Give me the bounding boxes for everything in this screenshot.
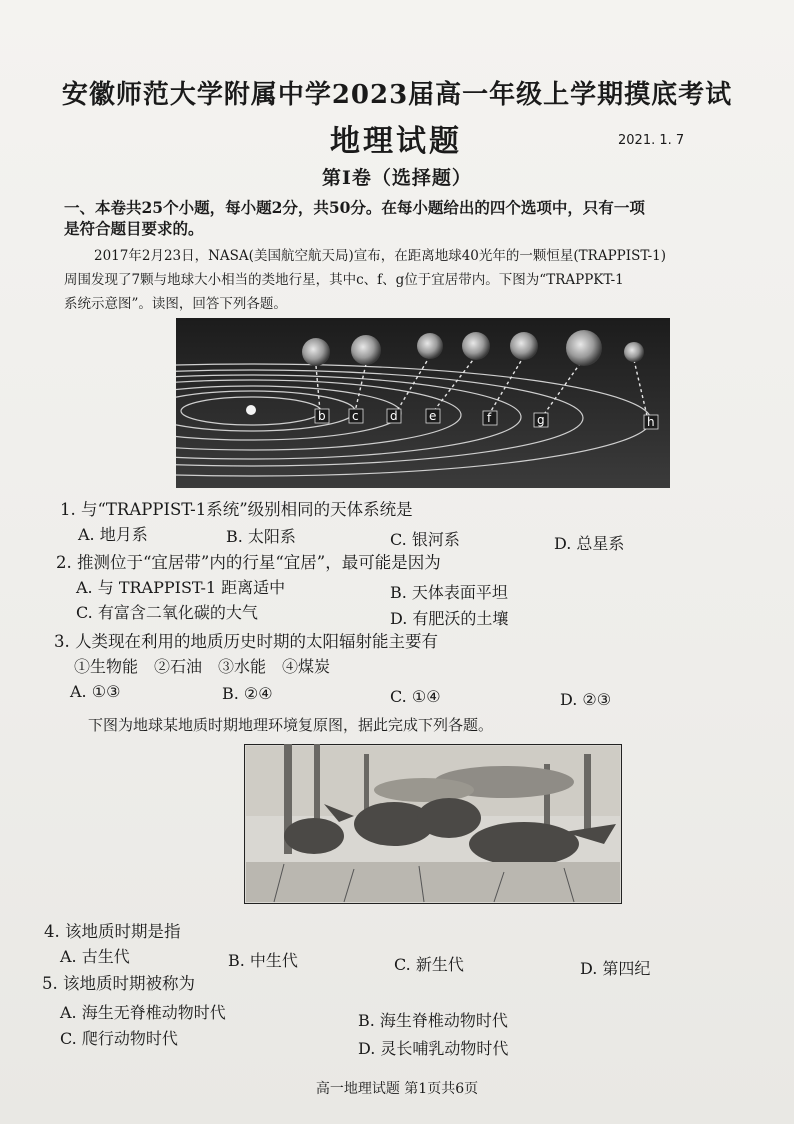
- question-5-option-d[interactable]: D. 灵长哺乳动物时代: [358, 1039, 509, 1058]
- question-2-option-d[interactable]: D. 有肥沃的土壤: [390, 609, 509, 628]
- question-4-option-d[interactable]: D. 第四纪: [580, 959, 651, 978]
- planet-label-c: c: [352, 409, 359, 423]
- planet-label-e: e: [429, 409, 437, 423]
- planet-label-f: f: [487, 411, 492, 425]
- dinosaur-scene-illustration: [244, 744, 622, 904]
- passage1-line-3: 系统示意图”。读图，回答下列各题。: [64, 296, 287, 312]
- instruction-line-1: 一、本卷共25个小题，每小题2分，共50分。在每小题给出的四个选项中，只有一项: [64, 198, 645, 217]
- question-1-stem: 1. 与“TRAPPIST-1系统”级别相同的天体系统是: [60, 500, 413, 519]
- page-footer: 高一地理试题 第1页共6页: [315, 1081, 479, 1097]
- passage1-line-2: 周围发现了7颗与地球大小相当的类地行星，其中c、f、g位于宜居带内。下图为“TRAPPKT-1: [64, 272, 624, 288]
- question-4-option-a[interactable]: A. 古生代: [60, 947, 130, 966]
- planet-label-b: b: [318, 409, 326, 423]
- question-1-option-b[interactable]: B. 太阳系: [226, 527, 296, 546]
- question-2-option-b[interactable]: B. 天体表面平坦: [390, 583, 508, 602]
- question-1-option-c[interactable]: C. 银河系: [390, 530, 460, 549]
- trappist-system-diagram: [176, 318, 670, 488]
- instruction-line-2: 是符合题目要求的。: [64, 219, 204, 238]
- question-2-option-a[interactable]: A. 与 TRAPPIST-1 距离适中: [76, 578, 286, 597]
- question-4-option-b[interactable]: B. 中生代: [228, 951, 298, 970]
- planet-label-d: d: [390, 409, 398, 423]
- question-3-option-a[interactable]: A. ①③: [70, 682, 121, 701]
- exam-title: 安徽师范大学附属中学2023届高一年级上学期摸底考试: [61, 80, 733, 110]
- mesozoic-environment-figure: [244, 744, 622, 904]
- question-3-option-b[interactable]: B. ②④: [222, 684, 273, 703]
- question-5-option-b[interactable]: B. 海生脊椎动物时代: [358, 1011, 508, 1030]
- passage2: 下图为地球某地质时期地理环境复原图，据此完成下列各题。: [88, 716, 494, 734]
- question-5-stem: 5. 该地质时期被称为: [42, 974, 195, 993]
- question-1-option-d[interactable]: D. 总星系: [554, 534, 625, 553]
- trappist-system-figure: [176, 318, 670, 488]
- question-5-option-c[interactable]: C. 爬行动物时代: [60, 1029, 178, 1048]
- question-1-option-a[interactable]: A. 地月系: [78, 525, 148, 544]
- question-2-stem: 2. 推测位于“宜居带”内的行星“宜居”，最可能是因为: [56, 553, 441, 572]
- planet-label-h: h: [647, 415, 655, 429]
- question-3-stem: 3. 人类现在利用的地质历史时期的太阳辐射能主要有: [54, 632, 438, 651]
- question-4-stem: 4. 该地质时期是指: [44, 922, 181, 941]
- question-3-option-c[interactable]: C. ①④: [390, 687, 441, 706]
- question-3-option-d[interactable]: D. ②③: [560, 690, 612, 709]
- section-heading: 第Ⅰ卷（选择题）: [322, 167, 472, 189]
- question-3-items: ①生物能 ②石油 ③水能 ④煤炭: [74, 657, 331, 676]
- exam-subject-title: 地理试题: [330, 124, 462, 159]
- exam-date: 2021. 1. 7: [618, 133, 685, 148]
- question-4-option-c[interactable]: C. 新生代: [394, 955, 464, 974]
- question-5-option-a[interactable]: A. 海生无脊椎动物时代: [60, 1003, 226, 1022]
- question-2-option-c[interactable]: C. 有富含二氧化碳的大气: [76, 603, 258, 622]
- star-trappist-1: [246, 405, 256, 415]
- passage1-line-1: 2017年2月23日，NASA(美国航空航天局)宣布，在距离地球40光年的一颗恒星(TRAPPIST-1): [94, 248, 667, 264]
- planet-label-g: g: [537, 413, 545, 427]
